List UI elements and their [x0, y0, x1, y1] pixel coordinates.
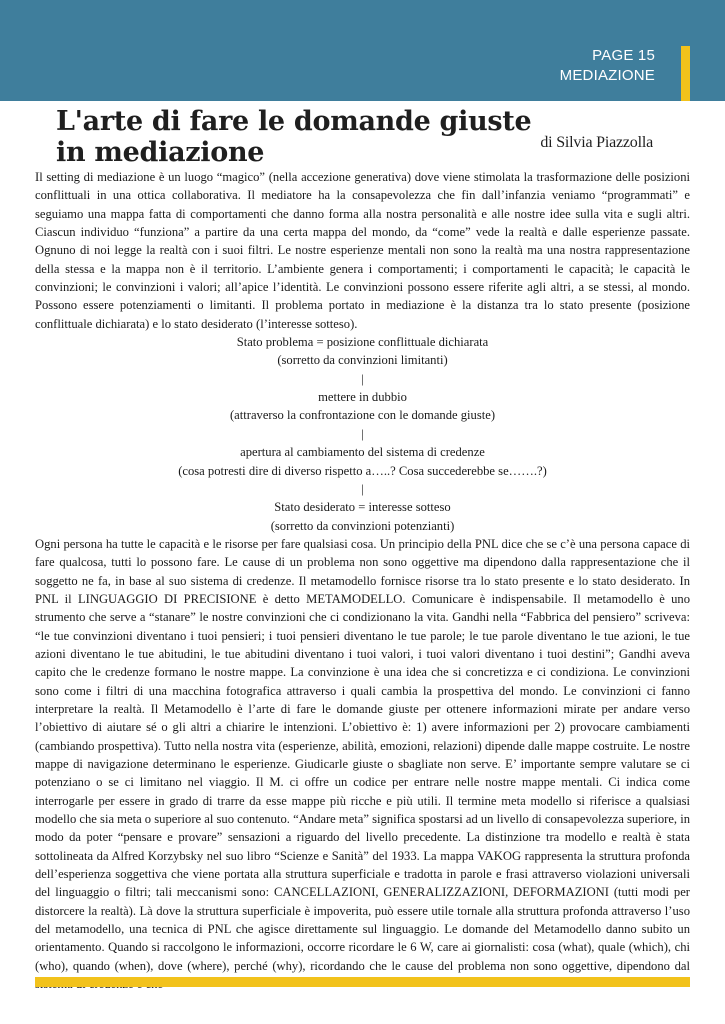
scheme-connector: | — [361, 481, 364, 496]
scheme-line: (sorretto da convinzioni potenzianti) — [270, 518, 455, 533]
scheme-line: (sorretto da convinzioni limitanti) — [277, 353, 448, 368]
scheme-connector: | — [361, 426, 364, 441]
section-name: MEDIAZIONE — [559, 67, 655, 84]
scheme-line: Stato desiderato = interesse sotteso — [274, 500, 451, 515]
paragraph-metamodel: Ogni persona ha tutte le capacità e le risorse per fare qualsiasi cosa. Un principio della PNL dice che se c’è una persona capace di fare qualcosa, tutti lo possono fare. Le cause di un problema non sono oggettive ma dipendono dalla rappresentazione che il soggetto ne fa, in base al suo sistema di credenze. Il metamodello fornisce risorse tra lo stato presente e lo stato desiderato. In PNL il LINGUAGGIO DI PRECISIONE è detto METAMODELLO. Comunicare è indispensabile. Il metamodello è uno strumento che serve a “stanare” le nostre convinzioni che ci condizionano la vita. Gandhi nella “Fabbrica del pensiero” scriveva: “le tue convinzioni diventano i tuoi pensieri; i tuoi pensieri diventano le tue parole; le tue parole diventano le tue azioni, le tue azioni diventano le tue abitudini, le tue abitudini diventano i tuoi valori, i tuoi valori diventano i tuoi destini”; Gandhi aveva capito che le credenze formano le nostre mappe. La convinzione è una idea che si concretizza e ci condiziona. Le convinzioni sono come i filtri di una macchina fotografica attraverso i quali cambia la prospettiva del mondo. Le convinzioni ci fanno interpretare la realtà. Il Metamodello è l’arte di fare le domande giuste per ottenere informazioni mirate per andare verso l’obiettivo di aiutare sé o gli altri a chiarire le intenzioni. L’obiettivo è: 1) avere informazioni per 2) provocare cambiamenti (cambiando prospettiva). Tutto nella nostra vita (esperienze, abilità, emozioni, relazioni) dipende dalle mappe costruite. Le nostre mappe di navigazione determinano le esperienze. Giudicarle giuste o sbagliate non serve. E’ importante sempre valutare se ci potenziano o se ci limitano nel viaggio. Il M. ci offre un codice per entrare nelle nostre mappe mentali. Ci indica come interrogarle per essere in grado di trarre da esse mappe più ricche e più utili. Il termine meta modello si riferisce a qualsiasi modello che sia meta o superiore al suo contenuto. “Andare meta” significa spostarsi ad un livello di consapevolezza superiore, in modo da poter “pensare e provare” sensazioni a riguardo del livello precedente. La distinzione tra modello e realtà è stata sottolineata da Alfred Korzybsky nel suo libro “Scienze e Sanità” del 1933. La mappa VAKOG rappresenta la struttura profonda dell’esperienza soggettiva che viene portata alla struttura superficiale e tradotta in parole e frasi attraverso violazioni universali del linguaggio o filtri; tali meccanismi sono: CANCELLAZIONI, GENERALIZZAZIONI, DEFORMAZIONI (tutti modi per distorcere la realtà). Là dove la struttura superficiale è impoverita, può essere utile tornale alla struttura profonda attraverso l’uso del metamodello, una tecnica di PNL che agisce direttamente sul linguaggio. Le domande del Metamodello danno subito un orientamento. Quando si raccolgono le informazioni, occorre ricordare le 6 W, care ai giornalisti: cosa (what), quale (which), chi (who), quando (when), dove (where), perché (why), ricordando che le cause del problema non sono oggettive, dipendono dal — [35, 536, 691, 973]
page-number: PAGE 15 — [592, 47, 655, 64]
scheme-connector: | — [361, 371, 364, 386]
scheme-line: apertura al cambiamento del sistema di credenze — [240, 445, 485, 460]
scheme-line: mettere in dubbio — [318, 390, 407, 405]
scheme-line: (cosa potresti dire di diverso rispetto a…..? Cosa succederebbe se…….?) — [178, 463, 547, 478]
footer-accent-bar — [35, 977, 690, 987]
header-accent-bar — [681, 46, 690, 101]
scheme-line: Stato problema = posizione conflittuale dichiarata — [236, 335, 489, 350]
article-author: di Silvia Piazzolla — [540, 134, 653, 151]
process-scheme — [35, 333, 690, 535]
article-title — [56, 106, 531, 168]
article-body — [35, 168, 690, 993]
title-line-1: L'arte di fare le domande giuste — [56, 106, 532, 137]
paragraph-intro: Il setting di mediazione è un luogo “magico” (nella accezione generativa) dove viene stimolata la trasformazione delle posizioni conflittuali in una ottica collaborativa. Il mediatore ha la consapevolezza che fin dall’infanzia veniamo “programmati” e seguiamo una mappa fatta di comportamenti che danno forma alla nostra personalità e alle nostre idee sulla vita e sugli altri. Ciascun individuo “funziona” a partire da una certa mappa del mondo, da “come” vede la realtà e dalle esperienze passate. Ognuno di noi legge la realtà con i suoi filtri. Le nostre esperienze mentali non sono la realtà ma una nostra rappresentazione della stessa e la mappa non è il territorio. L’ambiente genera i comportamenti; i comportamenti le capacità; le capacità le convinzioni; le convinzioni i valori; all’apice l’identità. Le convinzioni possono essere riferite agli altri, a se stessi, al mondo. Possono essere potenziamenti o limitanti. Il problema portato in mediazione è la distanza tra lo stato presente (posizione conflittuale dichiarata) e lo stato desiderato (l’interesse sotteso). — [35, 170, 690, 331]
scheme-line: (attraverso la confrontazione con le domande giuste) — [229, 408, 496, 423]
title-line-2: in mediazione — [56, 137, 265, 168]
page-header-label — [560, 46, 655, 86]
